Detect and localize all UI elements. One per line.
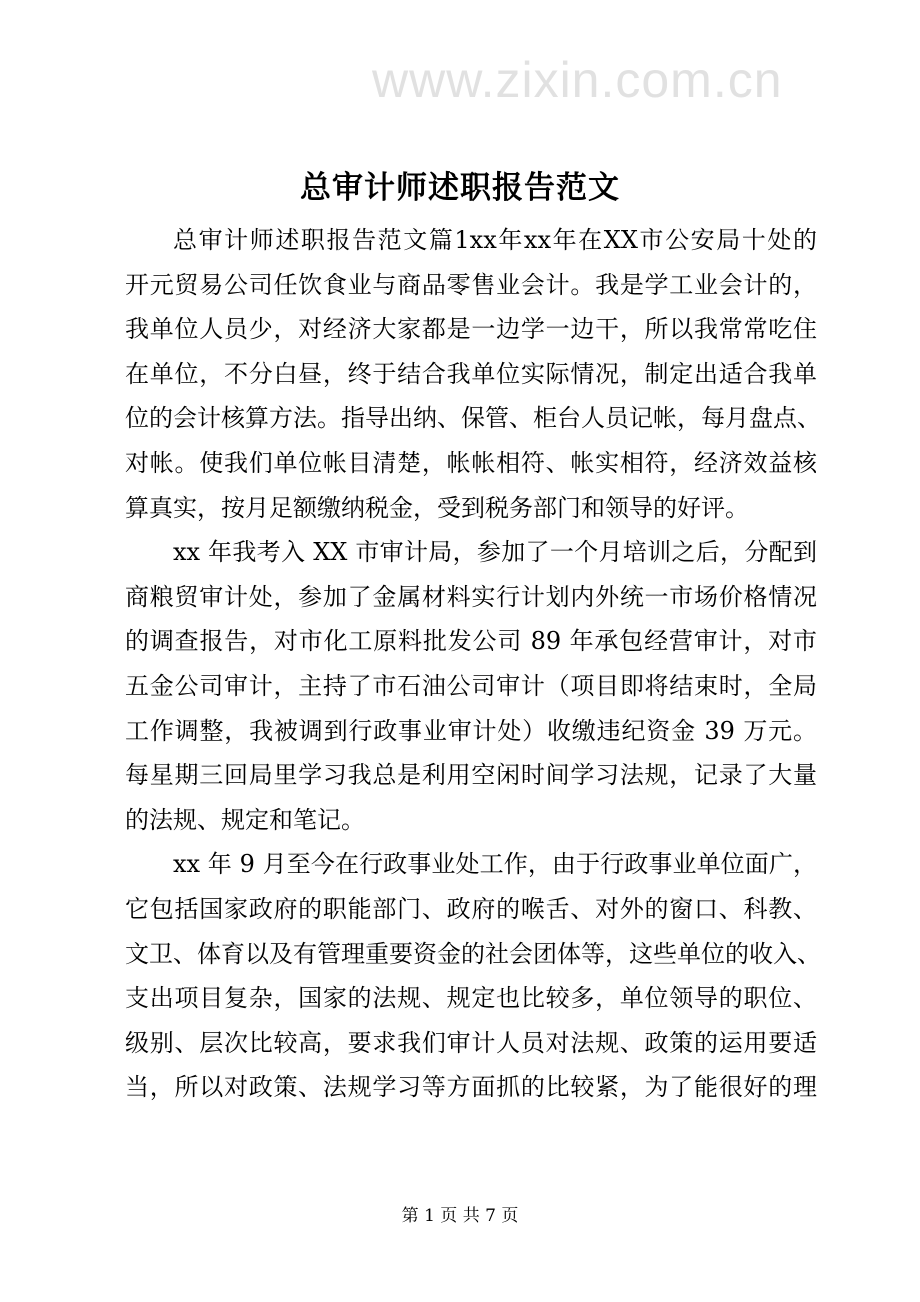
paragraph-line: 算真实，按月足额缴纳税金，受到税务部门和领导的好评。 <box>125 493 749 522</box>
document-title: 总审计师述职报告范文 <box>300 170 620 206</box>
paragraph-line: 级别、层次比较高，要求我们审计人员对法规、政策的运用要适 <box>125 1028 817 1057</box>
paragraph-line: 的法规、规定和笔记。 <box>125 805 365 834</box>
paragraph-line: 我单位人员少，对经济大家都是一边学一边干，所以我常常吃住 <box>125 315 817 344</box>
paragraph-line: 工作调整，我被调到行政事业审计处）收缴违纪资金 39 万元。 <box>125 716 817 745</box>
paragraph-line: 商粮贸审计处，参加了金属材料实行计划内外统一市场价格情况 <box>125 582 817 611</box>
paragraph <box>125 842 821 1110</box>
paragraph-line: 的调查报告，对市化工原料批发公司 89 年承包经营审计，对市 <box>125 627 817 656</box>
paragraph-line: 五金公司审计，主持了市石油公司审计（项目即将结束时，全局 <box>125 671 817 700</box>
paragraph-line: xx 年 9 月至今在行政事业处工作，由于行政事业单位面广， <box>173 850 817 879</box>
paragraph <box>125 530 817 842</box>
watermark: www.zixin.com.cn <box>372 52 783 108</box>
paragraph-line: 开元贸易公司任饮食业与商品零售业会计。我是学工业会计的， <box>125 270 817 299</box>
paragraph <box>125 218 821 530</box>
paragraph-line: 文卫、体育以及有管理重要资金的社会团体等，这些单位的收入、 <box>125 939 821 968</box>
paragraph-line: 每星期三回局里学习我总是利用空闲时间学习法规，记录了大量 <box>125 761 817 790</box>
paragraph-line: 支出项目复杂，国家的法规、规定也比较多，单位领导的职位、 <box>125 984 817 1013</box>
paragraph-line: xx 年我考入 XX 市审计局，参加了一个月培训之后，分配到 <box>173 538 817 567</box>
paragraph-line: 位的会计核算方法。指导出纳、保管、柜台人员记帐，每月盘点、 <box>125 404 821 433</box>
page-footer: 第 1 页 共 7 页 <box>401 1206 519 1226</box>
paragraph-line: 当，所以对政策、法规学习等方面抓的比较紧，为了能很好的理 <box>125 1073 817 1102</box>
paragraph-line: 对帐。使我们单位帐目清楚，帐帐相符、帐实相符，经济效益核 <box>125 448 817 477</box>
document-body <box>125 218 821 1110</box>
paragraph-line: 在单位，不分白昼，终于结合我单位实际情况，制定出适合我单 <box>125 359 817 388</box>
paragraph-line: 它包括国家政府的职能部门、政府的喉舌、对外的窗口、科教、 <box>125 894 817 923</box>
paragraph-line: 总审计师述职报告范文篇1xx年xx年在XX市公安局十处的 <box>173 226 817 254</box>
